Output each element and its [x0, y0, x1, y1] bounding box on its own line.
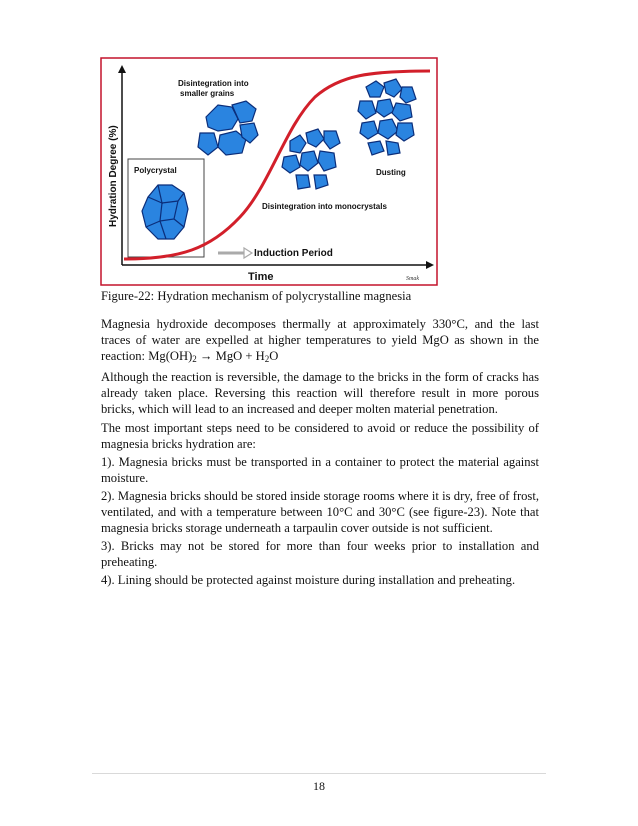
- paragraph-steps-intro: The most important steps need to be considered to avoid or reduce the possibility of magnesia bricks hydration are:: [101, 420, 539, 451]
- reaction-subscript: 2: [192, 354, 197, 365]
- footer-divider: [92, 773, 546, 774]
- reaction-product-subscript: 2: [264, 354, 270, 365]
- paragraph-reversible: Although the reaction is reversible, the damage to the bricks in the form of cracks has already taken place. Reversing this reaction will therefore result in more porous bricks, which will lead to an increased and deeper molten material penetration.: [101, 370, 539, 417]
- polycrystal-label: Polycrystal: [134, 166, 177, 175]
- reaction-product-end: O: [269, 349, 279, 364]
- step-1: 1). Magnesia bricks must be transported in a container to protect the material against moisture.: [101, 454, 539, 485]
- induction-period-label: Induction Period: [254, 248, 333, 259]
- step-2: 2). Magnesia bricks should be stored inside storage rooms where it is dry, free of frost, ventilated, and with a temperature between 10°C and 30°C (see figure-23). Note that magnesia bricks storage underneath a tarpaulin cover outside is not sufficient.: [101, 488, 539, 536]
- figure-caption: Figure-22: Hydration mechanism of polycrystalline magnesia: [101, 289, 412, 303]
- disintegration-mono-label: Disintegration into monocrystals: [262, 202, 387, 211]
- x-axis-label: Time: [248, 271, 274, 283]
- y-axis-label: Hydration Degree (%): [108, 125, 119, 227]
- reaction-text: Magnesia hydroxide decomposes thermally at approximately 330°C, and the last traces of water are expelled at higher temperatures to yield MgO as shown in the reaction: Mg(OH): [101, 317, 539, 364]
- disintegration-small-label-1: Disintegration into: [178, 79, 249, 88]
- reaction-product: MgO + H: [215, 349, 265, 364]
- page-number: 18: [313, 779, 325, 793]
- disintegration-small-label-2: smaller grains: [180, 89, 235, 98]
- watermark: Smak: [406, 276, 419, 282]
- hydration-figure: [100, 57, 438, 286]
- step-4: 4). Lining should be protected against moisture during installation and preheating.: [101, 573, 516, 588]
- reaction-arrow: →: [196, 349, 216, 364]
- body-text: [101, 316, 539, 591]
- hydration-diagram: [100, 57, 438, 286]
- dusting-label: Dusting: [376, 168, 406, 177]
- paragraph-reaction: [101, 316, 539, 367]
- step-3: 3). Bricks may not be stored for more than four weeks prior to installation and preheating.: [101, 539, 539, 570]
